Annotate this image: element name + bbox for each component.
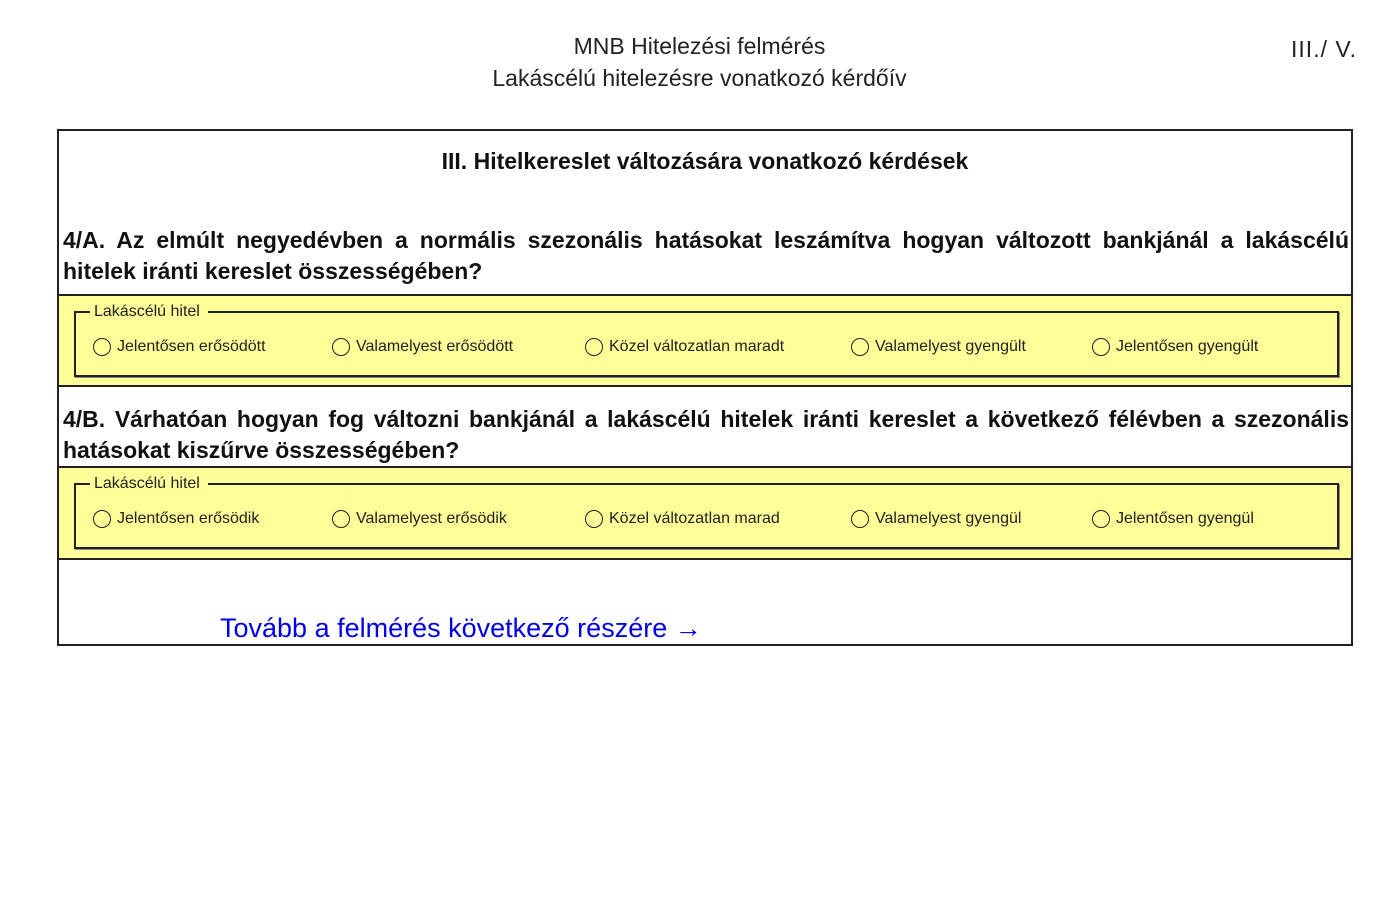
question-4a-option-5[interactable] (1092, 336, 1258, 358)
question-4b-option-5[interactable] (1092, 508, 1254, 530)
next-section-link[interactable]: Tovább a felmérés következő részére → (220, 613, 702, 643)
question-4a-group-label: Lakáscélú hitel (90, 302, 208, 322)
option-label: Valamelyest gyengült (875, 338, 1026, 355)
question-4b-answer-band (59, 466, 1351, 560)
radio-button[interactable] (93, 510, 111, 528)
question-4b-option-2[interactable] (332, 508, 507, 530)
question-4a-option-1[interactable] (93, 336, 266, 358)
radio-button[interactable] (1092, 338, 1110, 356)
option-label: Jelentősen erősödik (117, 510, 260, 527)
option-label: Jelentősen gyengül (1116, 510, 1254, 527)
radio-button[interactable] (851, 338, 869, 356)
question-4b-text: 4/B. Várhatóan hogyan fog változni bankjánál a lakáscélú hitelek iránti kereslet a következő félévben a szezonális hatásokat kiszűrve összességében? (63, 406, 1349, 463)
radio-button[interactable] (585, 338, 603, 356)
question-4a-radio-group (74, 303, 1339, 377)
survey-header-title: MNB Hitelezési felmérés (573, 33, 826, 59)
option-label: Valamelyest erősödik (356, 510, 507, 527)
question-4a-text: 4/A. Az elmúlt negyedévben a normális szezonális hatásokat leszámítva hogyan változott bankjánál a lakáscélú hitelek iránti kereslet összességében? (63, 227, 1349, 284)
question-4b-option-1[interactable] (93, 508, 259, 530)
option-label: Közel változatlan maradt (609, 338, 785, 355)
question-4a-option-2[interactable] (332, 336, 513, 358)
question-4b-option-3[interactable] (585, 508, 780, 530)
radio-button[interactable] (93, 338, 111, 356)
option-label: Közel változatlan marad (609, 510, 780, 527)
question-4a-option-4[interactable] (851, 336, 1026, 358)
question-4a-answer-band (59, 294, 1351, 387)
option-label: Valamelyest gyengül (875, 510, 1022, 527)
page-number: III./ V. (1291, 36, 1357, 62)
question-4b-option-4[interactable] (851, 508, 1021, 530)
radio-button[interactable] (585, 510, 603, 528)
radio-button[interactable] (332, 510, 350, 528)
survey-header-subtitle: Lakáscélú hitelezésre vonatkozó kérdőív (492, 65, 907, 91)
radio-button[interactable] (851, 510, 869, 528)
option-label: Jelentősen erősödött (117, 338, 266, 355)
radio-button[interactable] (1092, 510, 1110, 528)
question-4a-option-3[interactable] (585, 336, 784, 358)
question-4b-radio-group (74, 475, 1339, 549)
option-label: Valamelyest erősödött (356, 338, 514, 355)
section-title: III. Hitelkereslet változására vonatkozó kérdések (441, 148, 969, 174)
question-4b-group-label: Lakáscélú hitel (90, 474, 208, 494)
option-label: Jelentősen gyengült (1116, 338, 1259, 355)
radio-button[interactable] (332, 338, 350, 356)
survey-form-frame (57, 129, 1353, 646)
